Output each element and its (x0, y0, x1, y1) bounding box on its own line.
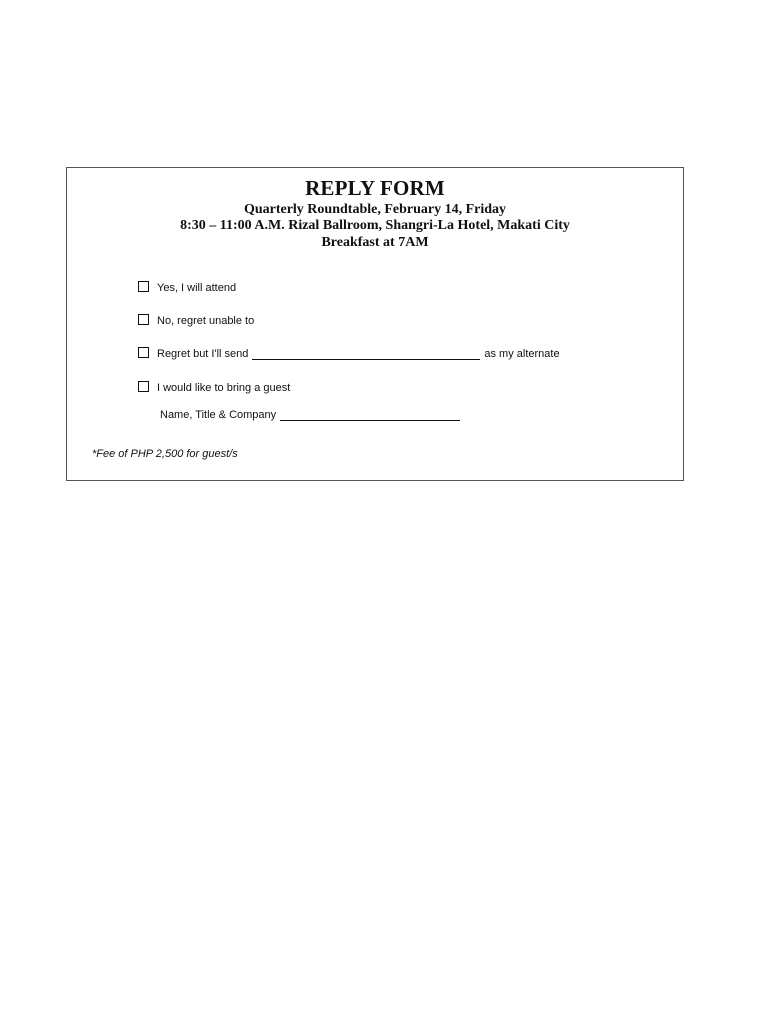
option-guest (138, 380, 290, 396)
attend-label: Yes, I will attend (157, 282, 237, 294)
option-regret (138, 313, 254, 329)
attend-checkbox[interactable] (138, 281, 149, 292)
event-line: Quarterly Roundtable, February 14, Friday (243, 202, 507, 217)
breakfast-line: Breakfast at 7AM (321, 235, 429, 250)
guest-details-field[interactable] (280, 410, 460, 421)
guest-details-line (160, 407, 464, 423)
guest-label: I would like to bring a guest (157, 382, 291, 394)
time-venue-line: 8:30 – 11:00 A.M. Rizal Ballroom, Shangri-La Hotel, Makati City (180, 218, 570, 233)
alternate-label-after: as my alternate (484, 348, 560, 360)
regret-checkbox[interactable] (138, 314, 149, 325)
alternate-checkbox[interactable] (138, 347, 149, 358)
alternate-label-before: Regret but I'll send (157, 348, 249, 360)
regret-label: No, regret unable to (157, 315, 255, 327)
form-title: REPLY FORM (305, 176, 445, 200)
guest-details-label: Name, Title & Company (160, 409, 277, 421)
alternate-name-field[interactable] (252, 349, 480, 360)
option-attend (138, 280, 236, 296)
guest-checkbox[interactable] (138, 381, 149, 392)
fee-note: *Fee of PHP 2,500 for guest/s (92, 448, 238, 460)
option-alternate (138, 346, 560, 362)
reply-form (66, 167, 684, 481)
